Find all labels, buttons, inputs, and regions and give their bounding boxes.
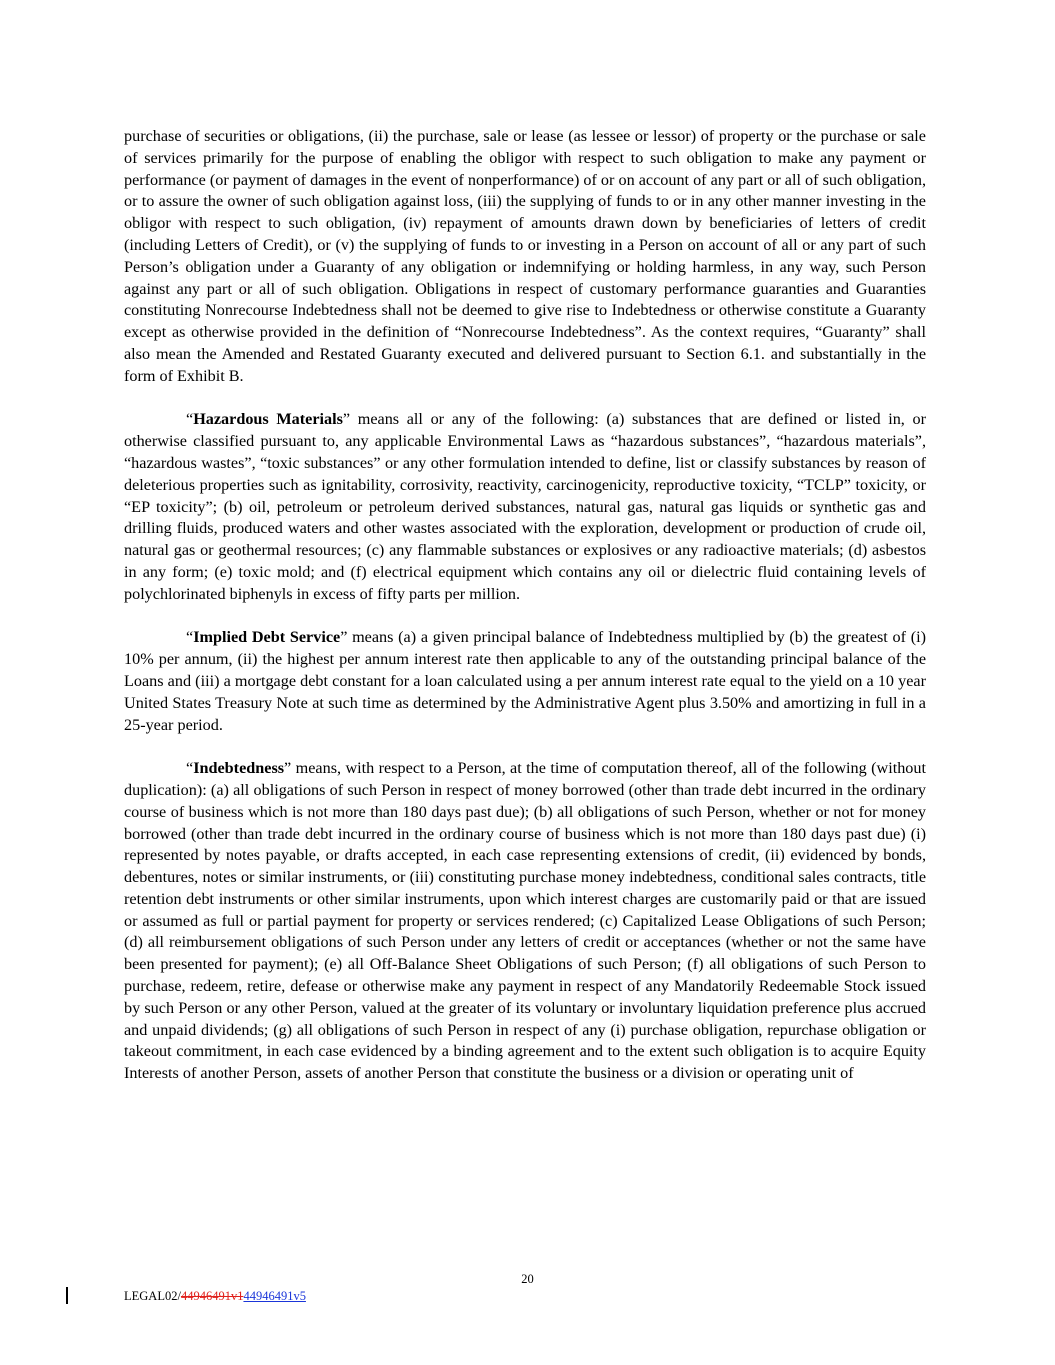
guaranty-definition-continuation xyxy=(124,126,926,388)
hazardous-materials-definition xyxy=(124,409,926,605)
page-number: 20 xyxy=(521,1272,534,1286)
defined-term: Hazardous Materials xyxy=(193,410,343,429)
defined-term: Implied Debt Service xyxy=(193,628,341,647)
doc-id-prefix: LEGAL02/ xyxy=(124,1289,181,1303)
indebtedness-definition xyxy=(124,758,926,1085)
doc-id-inserted-version: 44946491v5 xyxy=(243,1289,306,1303)
document-id xyxy=(124,1288,306,1304)
revision-change-bar xyxy=(66,1287,68,1304)
document-body xyxy=(124,126,926,1107)
definition-text: ” means (a) a given principal balance of Indebtedness multiplied by (b) the greatest of (i) 10% per annum, (ii) the highest per annum interest rate then applicable to any of the outstanding principal balance of the Loans and (iii) a mortgage debt constant for a loan calculated using a per annum interest rate equal to the yield on a 10 year United States Treasury Note at such time as determined by the Administrative Agent plus 3.50% and amortizing in full in a 25-year period. xyxy=(124,628,926,734)
open-quote: “ xyxy=(186,759,194,778)
open-quote: “ xyxy=(186,628,194,647)
defined-term: Indebtedness xyxy=(193,759,285,778)
implied-debt-service-definition xyxy=(124,627,926,736)
doc-id-deleted-version: 44946491v1 xyxy=(180,1289,244,1303)
paragraph-text: purchase of securities or obligations, (ii) the purchase, sale or lease (as lessee or lessor) of property or the purchase or sale of services primarily for the purpose of enabling the obligor with respect to such obligation to make any payment or performance (or payment of damages in the event of nonperformance) of or on account of any part or all of such obligation, or to assure the owner of such obligation against loss, (iii) the supplying of funds to or in any other manner investing in the obligor with respect to such obligation, (iv) repayment of amounts drawn down by beneficiaries of letters of credit (including Letters of Credit), or (v) the supplying of funds to or investing in a Person on account of all or any part of such Person’s obligation under a Guaranty of any obligation or indemnifying or holding harmless, in any way, such Person against any part or all of such obligation. Obligations in respect of customary performance guaranties and Guaranties constituting Nonrecourse Indebtedness shall not be deemed to give rise to Indebtedness or otherwise constitute a Guaranty except as otherwise provided in the definition of “Nonrecourse Indebtedness”. As the context requires, “Guaranty” shall also mean the Amended and Restated Guaranty executed and delivered pursuant to Section 6.1. and substantially in the form of Exhibit B. xyxy=(124,127,926,385)
definition-text: ” means, with respect to a Person, at the time of computation thereof, all of the following (without duplication): (a) all obligations of such Person in respect of money borrowed (other than trade debt incurred in the ordinary course of business which is not more than 180 days past due); (b) all obligations of such Person, whether or not for money borrowed (other than trade debt incurred in the ordinary course of business which is not more than 180 days past due) (i) represented by notes payable, or drafts accepted, in each case representing extensions of credit, (ii) evidenced by bonds, debentures, notes or similar instruments, or (iii) constituting purchase money indebtedness, conditional sales contracts, title retention debt instruments or other similar instruments, upon which interest charges are customarily paid or that are issued or assumed as full or partial payment for property or services rendered; (c) Capitalized Lease Obligations of such Person; (d) all reimbursement obligations of such Person under any letters of credit or acceptances (whether or not the same have been presented for payment); (e) all Off-Balance Sheet Obligations of such Person; (f) all obligations of such Person to purchase, redeem, retire, defease or otherwise make any payment in respect of any Mandatorily Redeemable Stock issued by such Person or any other Person, valued at the greater of its voluntary or involuntary liquidation preference plus accrued and unpaid dividends; (g) all obligations of such Person in respect of any (i) purchase obligation, repurchase obligation or takeout commitment, in each case evidenced by a binding agreement and to the extent such obligation is to acquire Equity Interests of another Person, assets of another Person that constitute the business or a division or operating unit of xyxy=(124,759,926,1083)
definition-text: ” means all or any of the following: (a) substances that are defined or listed in, or otherwise classified pursuant to, any applicable Environmental Laws as “hazardous substances”, “hazardous materials”, “hazardous wastes”, “toxic substances” or any other formulation intended to define, list or classify substances by reason of deleterious properties such as ignitability, corrosivity, reactivity, carcinogenicity, reproductive toxicity, “TCLP” toxicity, or “EP toxicity”; (b) oil, petroleum or petroleum derived substances, natural gas, natural gas liquids or synthetic gas and drilling fluids, produced waters and other wastes associated with the exploration, development or production of crude oil, natural gas or geothermal resources; (c) any flammable substances or explosives or any radioactive materials; (d) asbestos in any form; (e) toxic mold; and (f) electrical equipment which contains any oil or dielectric fluid containing levels of polychlorinated biphenyls in excess of fifty parts per million. xyxy=(124,410,926,603)
open-quote: “ xyxy=(186,410,194,429)
